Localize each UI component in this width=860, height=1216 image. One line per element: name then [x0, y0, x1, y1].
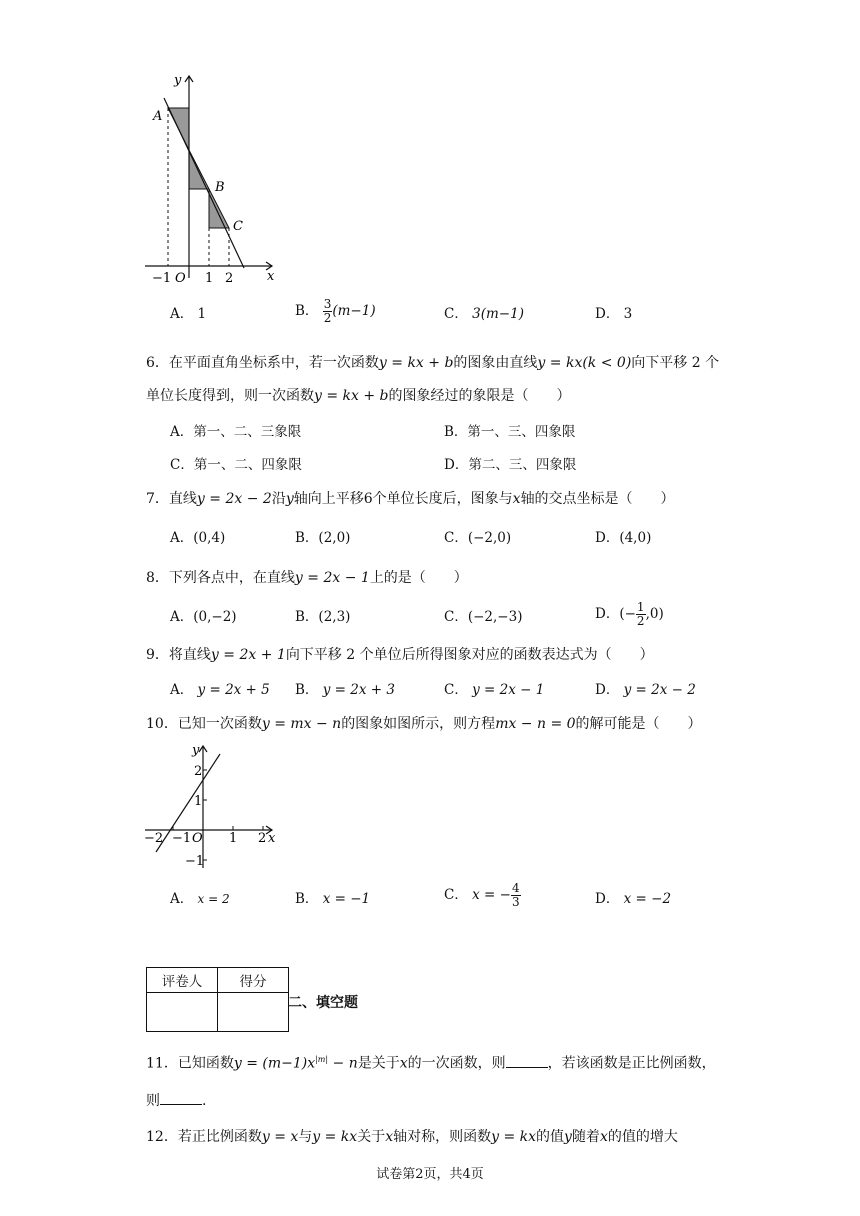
q12-stem: 12．若正比例函数y = x与y = kx关于x轴对称，则函数y = kx的值y随着x的值的增大	[146, 1129, 678, 1145]
q5-option-b[interactable]: B． $\frac{3}{2}$ (m−1)	[295, 297, 376, 325]
q11-stem-line1: 11．已知函数$y = (m-1)x^{|m|} - n$是关于x的一次函数，则 ，若该函数是正比例函数，	[146, 1050, 716, 1074]
x-tick-neg2: −2	[144, 831, 164, 846]
x-tick-neg1: −1	[172, 831, 192, 846]
score-table-score-header: 得分	[218, 968, 289, 993]
tick-label-neg1: −1	[152, 271, 172, 285]
q5-option-a[interactable]: A． 1	[170, 306, 207, 322]
q9-option-b[interactable]: B． y = 2x + 3	[295, 682, 395, 698]
point-label-b: B	[215, 180, 225, 195]
q9-stem: 9．将直线y = 2x + 1向下平移 2 个单位后所得图象对应的函数表达式为（ ）	[146, 647, 654, 663]
tick-label-2: 2	[225, 271, 234, 285]
q7-option-a[interactable]: A．(0,4)	[170, 530, 226, 546]
q10-option-a[interactable]: A． x = 2	[170, 891, 230, 907]
q10-option-b[interactable]: B． x = −1	[295, 891, 371, 907]
score-table-grader-cell[interactable]	[147, 993, 218, 1032]
graph-q10	[140, 740, 285, 870]
q6-option-d[interactable]: D．第二、三、四象限	[444, 457, 577, 473]
line-graph	[164, 98, 244, 268]
page-footer: 试卷第2页，共4页	[376, 1167, 484, 1182]
q8-option-a[interactable]: A．(0,−2)	[170, 609, 237, 625]
q9-option-a[interactable]: A． y = 2x + 5	[170, 682, 270, 698]
q9-option-c[interactable]: C． y = 2x − 1	[444, 682, 545, 698]
y-tick-2: 2	[194, 764, 203, 779]
x-tick-2: 2	[258, 831, 267, 846]
q8-stem: 8．下列各点中，在直线y = 2x − 1上的是（ ）	[146, 570, 468, 586]
y-axis-label: y	[192, 743, 200, 758]
origin-label: O	[175, 271, 186, 285]
q7-stem: 7．直线y = 2x − 2沿y轴向上平移6个单位长度后，图象与x轴的交点坐标是（ ）	[146, 491, 675, 507]
q10-stem: 10．已知一次函数y = mx − n的图象如图所示，则方程mx − n = 0的解可能是（ ）	[146, 716, 702, 732]
q6-stem-line2: 单位长度得到，则一次函数y = kx + b的图象经过的象限是（ ）	[146, 388, 571, 404]
q11-blank-1[interactable]	[506, 1053, 548, 1068]
y-tick-neg1: −1	[185, 854, 205, 869]
q7-option-d[interactable]: D．(4,0)	[595, 530, 652, 546]
y-tick-1: 1	[194, 794, 203, 809]
tick-label-1: 1	[205, 271, 214, 285]
q7-option-c[interactable]: C．(−2,0)	[444, 530, 512, 546]
q8-option-c[interactable]: C．(−2,−3)	[444, 609, 523, 625]
score-table-grader-header: 评卷人	[147, 968, 218, 993]
x-axis-label: x	[267, 269, 275, 284]
x-axis-label: x	[268, 831, 276, 846]
score-table	[146, 967, 289, 1032]
x-tick-1: 1	[229, 831, 238, 846]
q5-option-c[interactable]: C． 3(m−1)	[444, 306, 524, 322]
q11-blank-2[interactable]	[160, 1090, 202, 1105]
section-heading-fill-in: 二、填空题	[288, 995, 358, 1011]
point-label-a: A	[153, 109, 163, 124]
y-axis-label: y	[174, 73, 182, 88]
q10-option-c[interactable]: C． x = − $\frac{4}{3}$	[444, 881, 520, 909]
q8-option-b[interactable]: B．(2,3)	[295, 609, 351, 625]
q6-option-a[interactable]: A．第一、二、三象限	[170, 424, 302, 440]
q10-option-d[interactable]: D． x = −2	[595, 891, 672, 907]
origin-label: O	[192, 831, 203, 846]
q6-option-b[interactable]: B．第一、三、四象限	[444, 424, 576, 440]
q11-stem-line2: 则 .	[146, 1090, 206, 1111]
q8-option-d[interactable]: D．(− $\frac{1}{2}$ ,0)	[595, 600, 664, 628]
q9-option-d[interactable]: D． y = 2x − 2	[595, 682, 696, 698]
q5-option-d[interactable]: D． 3	[595, 306, 633, 322]
q6-option-c[interactable]: C．第一、二、四象限	[170, 457, 302, 473]
graph-q5	[140, 70, 285, 285]
point-label-c: C	[233, 219, 243, 234]
q7-option-b[interactable]: B．(2,0)	[295, 530, 351, 546]
q6-stem-line1: 6．在平面直角坐标系中，若一次函数y = kx + b的图象由直线y = kx(k < 0)向下平移 2 个	[146, 355, 720, 371]
score-table-score-cell[interactable]	[218, 993, 289, 1032]
shaded-triangle-b	[189, 150, 209, 189]
